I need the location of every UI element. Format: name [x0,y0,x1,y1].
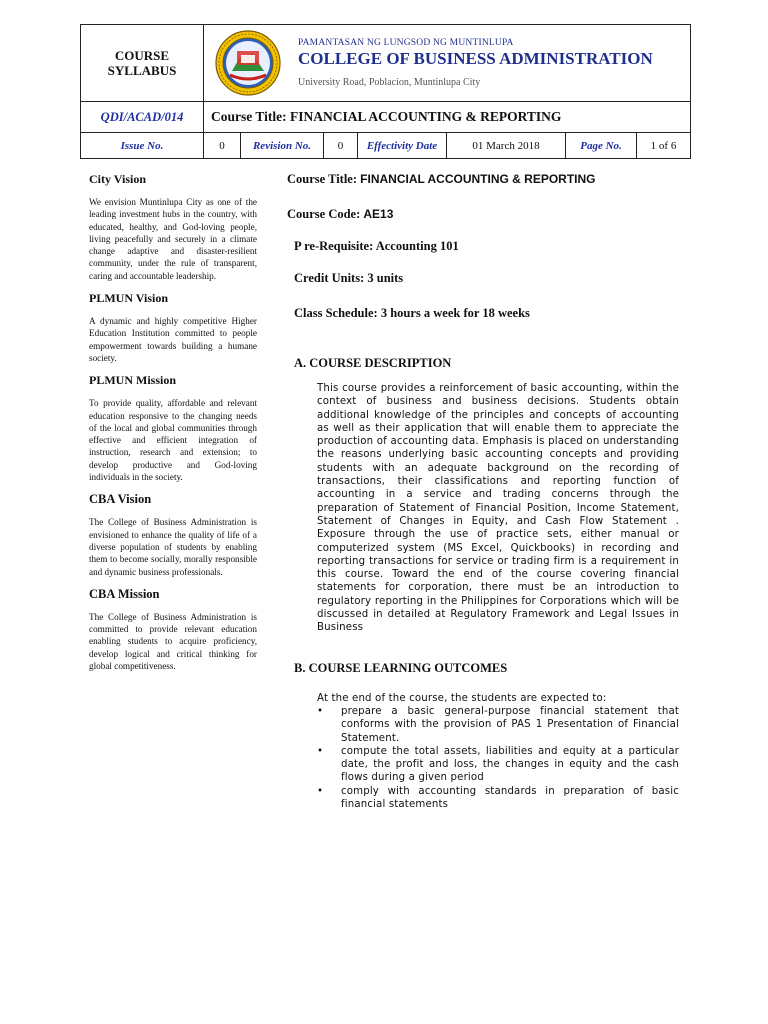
cba-vision-heading: CBA Vision [89,492,152,507]
bullet-icon: • [317,705,324,717]
revision-value: 0 [324,133,358,158]
revision-label: Revision No. [241,133,324,158]
outcome-text: compute the total assets, liabilities and equity at a particular date, the profit and loss, the changes in equity and the cash flows during a given period [341,745,679,784]
plmun-vision-heading: PLMUN Vision [89,291,169,306]
bullet-icon: • [317,745,324,757]
course-title-line [287,172,679,187]
learning-outcomes-intro: At the end of the course, the students are expected to: [317,692,607,704]
college-address: University Road, Poblacion, Muntinlupa City [298,77,481,88]
syllabus-header-table [80,24,691,159]
university-seal-icon [210,29,286,97]
plmun-mission-text: To provide quality, affordable and relevant education responsive to the changing needs of the local and global communities through effective and efficient integration of instruction, research and extension; to develop productive and God-loving individuals in the society. [89,398,257,483]
learning-outcomes-list [317,705,679,811]
document-code: QDI/ACAD/014 [81,102,204,132]
issue-label: Issue No. [81,133,204,158]
plmun-vision-text: A dynamic and highly competitive Higher Education Institution committed to people empowerment towards building a humane society. [89,316,257,363]
course-code-value: AE13 [363,207,394,221]
course-description-text: This course provides a reinforcement of basic accounting, within the context of business and business decisions. Students obtain additional knowledge of the principles and concepts of accounting as well as their application that will enable them to appreciate the production of accounting data. Emphasis is placed on understanding the reasons underlying basic accounting concepts and providing students with an adequate background on the recording of transactions, their classifications and reporting function of accounting in a service and trading concerns through the preparation of Statement of Financial Position, Income Statement, Statement of Changes in Equity, and Cash Flow Statement . Exposure through the use of practice sets, either manual or computerized system (MS Excel, Quickbooks) in recording and reporting transactions for service or trading firm is a requirement in this course. Toward the end of the course covering financial statements for corporation, there must be an introduction to regulatory reporting in the Philippines for Corporations which will be discussed in detailed at Regulatory Framework and Legal Issues in Business [317,383,679,634]
course-title-label: Course Title: [287,172,361,186]
course-code-line [287,207,679,222]
cba-vision-text: The College of Business Administration is envisioned to enhance the quality of life of a diverse population of students by enabling them to become socially, morally responsible and dynamic business professionals. [89,517,257,577]
college-name: COLLEGE OF BUSINESS ADMINISTRATION [298,49,653,68]
university-name: PAMANTASAN NG LUNGSOD NG MUNTINLUPA [298,38,514,48]
page-label: Page No. [566,133,637,158]
learning-outcomes-section [287,692,679,812]
cba-mission-heading: CBA Mission [89,586,160,601]
list-item [317,785,679,812]
credit-units: Credit Units: 3 units [294,271,404,285]
list-item [317,705,679,745]
city-vision-text: We envision Muntinlupa City as one of the leading investment hubs in the country, with educated, healthy, and God-loving people, living peacefully and securely in a climate change adaptive and disaster-resilient community, under the rule of transparent, caring and accountable leadership. [89,197,257,281]
class-schedule: Class Schedule: 3 hours a week for 18 weeks [294,306,530,320]
prerequisite: P re-Requisite: Accounting 101 [294,239,459,253]
vision-mission-sidebar [89,172,257,681]
city-vision-heading: City Vision [89,172,147,186]
outcome-text: comply with accounting standards in preparation of basic financial statements [341,785,679,811]
course-title-value: FINANCIAL ACCOUNTING & REPORTING [360,172,596,186]
course-description-heading: A. COURSE DESCRIPTION [294,356,452,370]
bullet-icon: • [317,785,324,797]
page-value: 1 of 6 [650,139,677,152]
learning-outcomes-heading: B. COURSE LEARNING OUTCOMES [294,660,508,675]
issue-value: 0 [204,133,241,158]
effectivity-label: Effectivity Date [358,133,447,158]
cba-mission-text: The College of Business Administration is committed to provide relevant education enabling students to acquire proficiency, develop logical and critical thinking for global competitiveness. [89,611,257,672]
effectivity-value: 01 March 2018 [447,133,566,158]
plmun-mission-heading: PLMUN Mission [89,373,176,388]
list-item [317,745,679,785]
doc-type-label: COURSE SYLLABUS [81,25,204,101]
course-code-label: Course Code: [287,207,364,221]
course-details [287,172,679,811]
header-course-title: Course Title: FINANCIAL ACCOUNTING & REPORTING [211,109,562,124]
outcome-text: prepare a basic general-purpose financial statement that conforms with the provision of PAS 1 Presentation of Financial Statement. [341,705,679,744]
